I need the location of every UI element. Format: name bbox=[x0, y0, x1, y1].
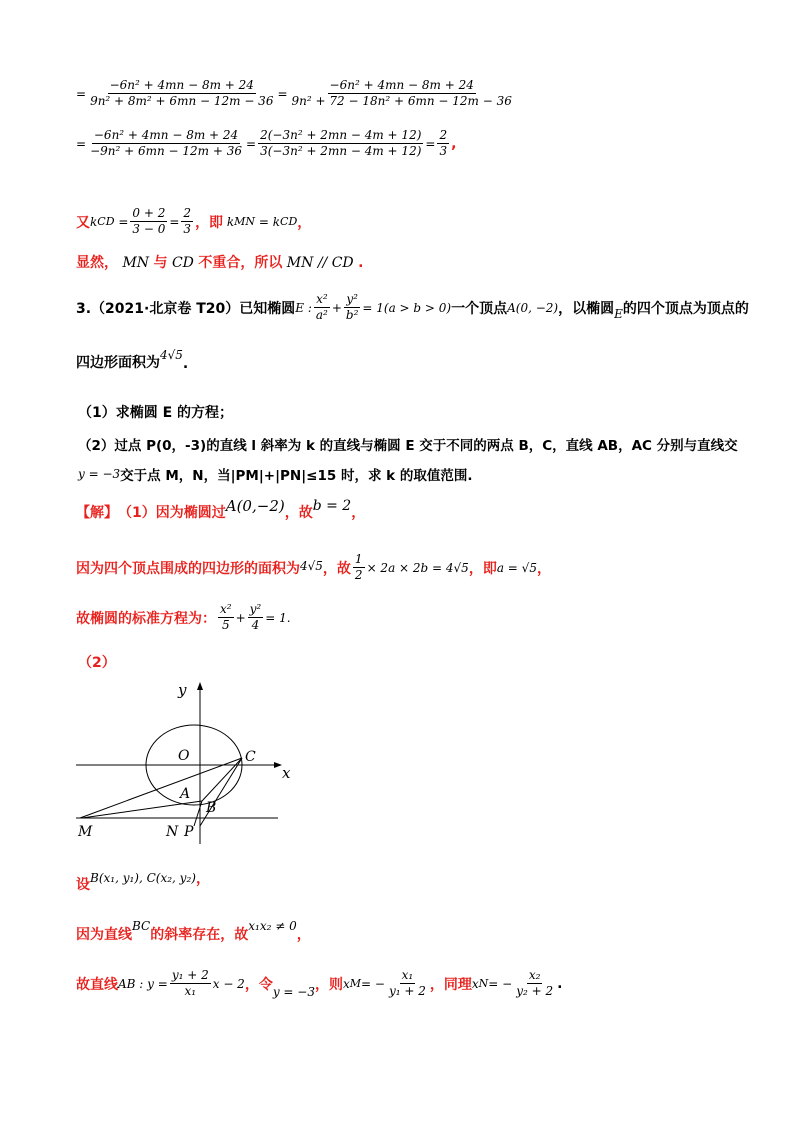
numerator: 0 + 2 bbox=[132, 206, 166, 220]
label-m: M bbox=[78, 824, 93, 840]
k-symbol: = k bbox=[258, 214, 281, 229]
subscript: MN bbox=[234, 215, 256, 228]
subscript: M bbox=[349, 977, 362, 990]
math: E : bbox=[295, 300, 312, 315]
conclusion-line bbox=[76, 252, 363, 272]
text: . bbox=[557, 975, 563, 992]
k-symbol: k bbox=[90, 214, 98, 229]
label-n: N bbox=[166, 824, 179, 840]
text: ， bbox=[195, 871, 210, 887]
math-e: E bbox=[614, 306, 623, 321]
subscript: CD bbox=[97, 215, 115, 228]
math: b = 2 bbox=[312, 498, 352, 514]
denominator: 9n² + 8m² + 6mn − 12m − 36 bbox=[90, 94, 274, 108]
math-parallel: MN // CD bbox=[286, 255, 354, 271]
label-c: C bbox=[245, 749, 256, 765]
solution-set-points bbox=[76, 868, 210, 893]
text: ，故 bbox=[322, 560, 351, 577]
label-x: x bbox=[282, 764, 290, 782]
label-y: y bbox=[178, 681, 187, 699]
math: BC bbox=[132, 919, 151, 933]
math: y = −3 bbox=[78, 467, 121, 481]
text: 的斜率存在，故 bbox=[150, 927, 249, 943]
denominator: 3 bbox=[183, 222, 192, 236]
fraction bbox=[290, 78, 514, 109]
subscript: CD bbox=[280, 215, 298, 228]
subscript: N bbox=[478, 977, 489, 990]
label-p: P bbox=[184, 824, 194, 840]
text: 因为四个顶点围成的四边形的面积为 bbox=[76, 560, 300, 577]
question-2-line-1: （2）过点 P(0，-3)的直线 l 斜率为 k 的直线与椭圆 E 交于不同的两点 B，C，直线 AB，AC 分别与直线交 bbox=[78, 438, 738, 454]
fraction bbox=[258, 128, 423, 159]
fraction bbox=[181, 206, 193, 237]
solution-bc-slope bbox=[76, 916, 311, 943]
text: ，即 bbox=[468, 560, 497, 577]
punctuation: ， bbox=[297, 214, 312, 231]
ellipse-figure bbox=[70, 678, 290, 848]
question-1: （1）求椭圆 E 的方程； bbox=[78, 405, 234, 421]
math: × 2a × 2b = 4√5 bbox=[366, 560, 469, 575]
math-vertex: A(0, −2) bbox=[507, 300, 559, 315]
denominator: 3 − 0 bbox=[132, 222, 166, 236]
numerator: −6n² + 4mn − 8m + 24 bbox=[93, 128, 239, 142]
denominator: 9n² + 72 − 18n² + 6mn − 12m − 36 bbox=[291, 94, 512, 108]
problem-line-1: 3.（2021·北京卷 T20）已知椭圆 E : $\frac{\text{x²}}{\text{a²}}$ + $\frac{\text{y²}}{\text{b²}}$ = 1(a > b > 0) 一个顶点 A(0, −2) ，以椭圆 E 的四个顶点为顶点的 bbox=[76, 292, 749, 322]
text: 交于点 M，N，当|PM|+|PN|≤15 时，求 k 的取值范围. bbox=[120, 468, 473, 484]
punctuation: , bbox=[451, 135, 457, 152]
text: . bbox=[182, 356, 189, 372]
text: ， bbox=[536, 560, 551, 577]
text: 与 bbox=[153, 255, 168, 271]
numerator: 2 bbox=[183, 206, 192, 220]
text-you: 又 bbox=[76, 214, 90, 231]
line-mc bbox=[80, 758, 242, 818]
math: = 1. bbox=[265, 610, 291, 625]
fraction bbox=[437, 128, 449, 159]
fraction: $\frac{1}{2}$ bbox=[354, 552, 363, 582]
math: x bbox=[471, 976, 479, 991]
fraction: $\frac{\text{x²}}{\text{a²}}$ bbox=[315, 292, 328, 322]
text: ，以椭圆 bbox=[558, 300, 615, 317]
solution-tag: 【解】 bbox=[76, 505, 118, 521]
numerator: −6n² + 4mn − 8m + 24 bbox=[109, 78, 254, 92]
math: = − bbox=[361, 976, 385, 991]
math: x₁x₂ ≠ 0 bbox=[248, 919, 297, 933]
fraction: $\frac{\text{x₁}}{\text{y₁ + 2}}$ bbox=[388, 968, 426, 998]
math: B(x₁, y₁), C(x₂, y₂) bbox=[90, 871, 196, 885]
equation-line-2: = $\frac{\text{−6n² + 4mn − 8m + 24}}{\text{−9n² + 6mn − 12m + 36}}$ = $\frac{\text{2(−3n² + 2mn − 4m + 12)}}{\text{3(−3n² + 2mn − 4m + 12)}}$ = $\frac{2}{3}$ , bbox=[76, 128, 457, 158]
question-2-line-2 bbox=[78, 464, 472, 484]
numerator: 2(−3n² + 2mn − 4m + 12) bbox=[260, 128, 422, 142]
math: y = −3 bbox=[272, 984, 315, 999]
text: 故椭圆的标准方程为： bbox=[76, 610, 216, 627]
fraction bbox=[88, 78, 275, 109]
problem-heading: 3.（2021·北京卷 T20）已知椭圆 bbox=[76, 300, 296, 317]
fraction: $\frac{\text{x₂}}{\text{y₂ + 2}}$ bbox=[516, 968, 554, 998]
math-cd: CD bbox=[171, 255, 194, 271]
solution-line-2 bbox=[76, 552, 551, 583]
text: 不重合，所以 bbox=[198, 255, 283, 271]
fraction: $\frac{\text{x²}}{5}$ bbox=[220, 602, 232, 632]
text: 设 bbox=[76, 877, 90, 893]
problem-line-2 bbox=[76, 348, 189, 372]
text-ji: ，即 bbox=[195, 214, 224, 231]
text: 四边形面积为 bbox=[76, 355, 160, 371]
math: = 1(a > b > 0) bbox=[362, 300, 452, 315]
text: . bbox=[358, 255, 364, 271]
fraction bbox=[88, 128, 244, 159]
text: ， bbox=[351, 505, 366, 521]
text: 的四个顶点为顶点的 bbox=[622, 300, 749, 317]
equation-line-1: = $\frac{\text{−6n² + 4mn − 8m + 24}}{\text{9n² + 8m² + 6mn − 12m − 36}}$ = $\frac{\text{−6n² + 4mn − 8m + 24}}{\text{9n² + 72 − 18n² + 6mn − 12m − 36}}$ bbox=[76, 78, 512, 108]
part-2-label: （2） bbox=[78, 655, 116, 671]
line-ac bbox=[202, 758, 242, 801]
denominator: 3(−3n² + 2mn − 4m + 12) bbox=[260, 144, 422, 158]
y-axis-arrow bbox=[197, 682, 203, 690]
label-a: A bbox=[180, 786, 191, 802]
math: a = √5 bbox=[496, 560, 537, 575]
text: 一个顶点 bbox=[451, 300, 508, 317]
fraction bbox=[130, 206, 167, 237]
denominator: 3 bbox=[439, 144, 448, 158]
math-area: 4√5 bbox=[160, 348, 183, 362]
math: = − bbox=[488, 976, 513, 991]
math: 4√5 bbox=[300, 558, 323, 573]
denominator: −9n² + 6mn − 12m + 36 bbox=[90, 144, 243, 158]
fraction: $\frac{\text{y²}}{4}$ bbox=[249, 602, 262, 632]
line-ma bbox=[82, 801, 202, 818]
solution-line-ab bbox=[76, 968, 562, 999]
label-o: O bbox=[178, 748, 190, 764]
solution-line-3: 故椭圆的标准方程为： $\frac{\text{x²}}{5}$ + $\frac{\text{y²}}{4}$ = 1. bbox=[76, 602, 291, 632]
fraction: $\frac{\text{y₁ + 2}}{\text{x₁}}$ bbox=[171, 968, 209, 998]
text: ，令 bbox=[244, 976, 273, 993]
math: AB : y = bbox=[118, 976, 168, 991]
text: ，则 bbox=[314, 976, 343, 993]
text: ，故 bbox=[284, 505, 313, 521]
text: 显然， bbox=[76, 255, 118, 271]
label-b: B bbox=[206, 800, 217, 816]
math-mn: MN bbox=[122, 255, 150, 271]
text: ， bbox=[296, 927, 311, 943]
text: ，同理 bbox=[429, 976, 472, 993]
text: 故直线 bbox=[76, 976, 118, 993]
text: 因为直线 bbox=[76, 927, 132, 943]
numerator: −6n² + 4mn − 8m + 24 bbox=[329, 78, 474, 92]
kcd-line: 又 k CD = $\frac{0 + 2}{3 - 0}$ = $\frac{2}{3}$ ，即 k MN = k CD ， bbox=[76, 206, 312, 236]
solution-line-1 bbox=[76, 497, 366, 522]
x-axis-arrow bbox=[274, 762, 282, 768]
math: x bbox=[342, 976, 350, 991]
k-symbol: k bbox=[226, 214, 235, 229]
math: x − 2 bbox=[212, 976, 245, 991]
text: （1）因为椭圆过 bbox=[118, 505, 226, 521]
math: A(0,−2) bbox=[225, 497, 285, 515]
fraction: $\frac{\text{y²}}{\text{b²}}$ bbox=[345, 292, 359, 322]
numerator: 2 bbox=[439, 128, 448, 142]
